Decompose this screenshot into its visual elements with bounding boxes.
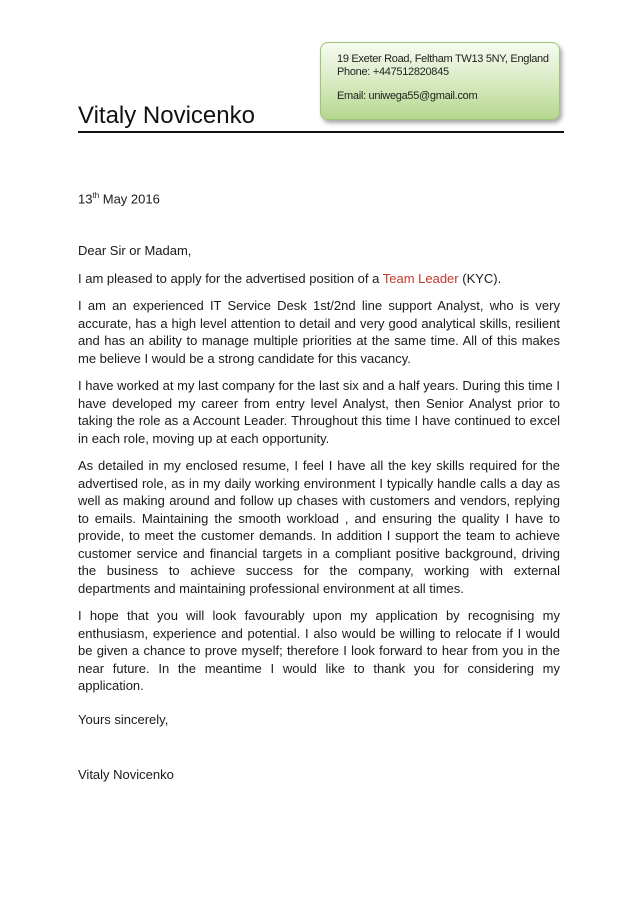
applicant-name: Vitaly Novicenko [78,102,255,129]
letter-body [78,242,560,705]
letter-date [78,191,160,206]
date-suffix: th [92,191,100,200]
date-day: 13 [78,191,93,207]
paragraph-conclusion: I hope that you will look favourably upon my application by recognising my enthusiasm, experience and potential. I also would be willing to relocate if I would be given a chance to prove myself; therefore I look forward to hear from you in the near future. In the meantime I would like to thank you for considering my application. [78,608,560,693]
signature-name: Vitaly Novicenko [78,767,174,782]
contact-address: 19 Exeter Road, Feltham TW13 5NY, England [337,53,549,65]
paragraph-career: I have worked at my last company for the last six and a half years. During this time I have developed my career from entry level Analyst, then Senior Analyst prior to taking the role as a Account Leader. Throughout this time I have continued to excel in each role, moving up at each opportunity. [78,378,560,446]
contact-email: Email: uniwega55@gmail.com [337,90,478,102]
contact-info-box [320,42,560,120]
date-rest: May 2016 [99,191,160,207]
header-divider [78,131,564,133]
closing: Yours sincerely, [78,712,169,727]
salutation: Dear Sir or Madam, [78,243,192,258]
intro-after: (KYC). [458,270,502,286]
intro-paragraph [78,270,560,288]
intro-before: I am pleased to apply for the advertised position of a [78,270,383,286]
contact-phone: Phone: +447512820845 [337,66,449,78]
paragraph-experience: I am an experienced IT Service Desk 1st/2nd line support Analyst, who is very accurate, has a high level attention to detail and very good analytical skills, resilient and has an ability to manage multiple priorities at the same time. All of this makes me believe I would be a strong candidate for this vacancy. [78,298,560,366]
position-title: Team Leader [382,270,459,286]
paragraph-skills: As detailed in my enclosed resume, I feel I have all the key skills required for the advertised role, as in my daily working environment I typically handle calls a day as well as making around and follow up chases with customers and vendors, replying to emails. Maintaining the smooth workload , and ensuring the quality I have to provide, to meet the customer demands. In addition I support the team to achieve customer service and financial targets in a compliant positive background, driving the business to achieve success for the company, working with external departments and maintaining professional environment at all times. [78,458,560,596]
